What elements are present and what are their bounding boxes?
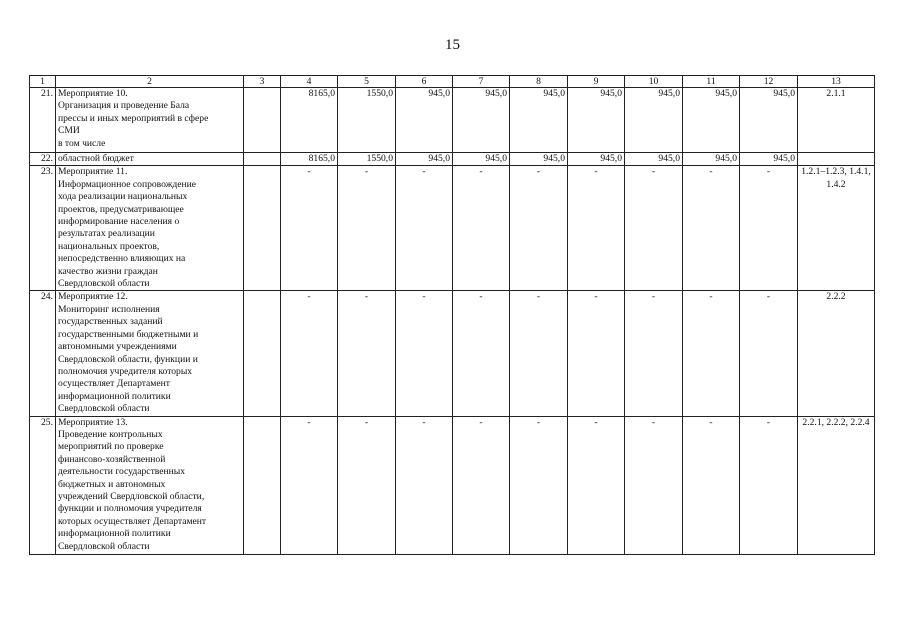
- column-header: 7: [453, 76, 510, 88]
- description-line: Информационное сопровождение: [58, 178, 196, 190]
- year-value-cell: 945,0: [396, 88, 453, 153]
- program-table: [29, 75, 875, 555]
- column-header: 11: [683, 76, 740, 88]
- source-cell: [244, 88, 281, 153]
- year-value-cell: 945,0: [510, 88, 568, 153]
- year-value-cell: -: [568, 416, 625, 554]
- column-header: 10: [625, 76, 683, 88]
- column-header: 4: [281, 76, 338, 88]
- row-number: 25.: [30, 416, 56, 554]
- year-value-cell: -: [281, 291, 338, 416]
- description-line: информационной политики: [58, 528, 171, 540]
- description-line: деятельности государственных: [58, 466, 186, 478]
- column-header: 9: [568, 76, 625, 88]
- description-line: Свердловской области: [58, 540, 150, 552]
- year-value-cell: 1550,0: [338, 88, 396, 153]
- source-cell: [244, 166, 281, 291]
- year-value-cell: -: [338, 416, 396, 554]
- description-line: Проведение контрольных: [58, 428, 163, 440]
- column-header: 2: [56, 76, 244, 88]
- description-line: прессы и иных мероприятий в сфере: [58, 112, 209, 124]
- year-value-cell: -: [453, 291, 510, 416]
- year-value-cell: -: [683, 291, 740, 416]
- description-line: областной бюджет: [58, 153, 134, 164]
- year-value-cell: -: [396, 166, 453, 291]
- column-header: 12: [740, 76, 798, 88]
- year-value-cell: -: [625, 416, 683, 554]
- description-line: качество жизни граждан: [58, 265, 158, 277]
- year-value-cell: -: [338, 291, 396, 416]
- year-value-cell: -: [281, 416, 338, 554]
- column-header: 6: [396, 76, 453, 88]
- year-value-cell: -: [740, 416, 798, 554]
- description-line: учреждений Свердловской области,: [58, 490, 205, 502]
- year-value-cell: 945,0: [396, 153, 453, 166]
- year-value-cell: -: [338, 166, 396, 291]
- description-line: государственными бюджетными и: [58, 328, 199, 340]
- column-header: 8: [510, 76, 568, 88]
- description-line: бюджетных и автономных: [58, 478, 166, 490]
- description-line: полномочия учредителя которых: [58, 365, 193, 377]
- year-value-cell: 945,0: [740, 153, 798, 166]
- year-value-cell: 945,0: [683, 153, 740, 166]
- description-line: в том числе: [58, 137, 106, 149]
- description-line: функции и полномочия учредителя: [58, 503, 202, 515]
- description-line: хода реализации национальных: [58, 191, 188, 203]
- year-value-cell: -: [510, 416, 568, 554]
- year-value-cell: 8165,0: [281, 153, 338, 166]
- source-cell: [244, 416, 281, 554]
- column-header: 5: [338, 76, 396, 88]
- description-line: Мероприятие 11.: [58, 166, 128, 178]
- description-line: Мероприятие 10.: [58, 88, 128, 99]
- year-value-cell: 945,0: [625, 88, 683, 153]
- year-value-cell: -: [510, 166, 568, 291]
- target-indicator-cell: 2.2.1, 2.2.2, 2.2.4: [798, 416, 875, 554]
- year-value-cell: -: [396, 291, 453, 416]
- year-value-cell: 8165,0: [281, 88, 338, 153]
- year-value-cell: -: [683, 416, 740, 554]
- table-row: [30, 88, 875, 153]
- target-indicator-cell: 2.1.1: [798, 88, 875, 153]
- year-value-cell: -: [683, 166, 740, 291]
- year-value-cell: 945,0: [625, 153, 683, 166]
- description-line: непосредственно влияющих на: [58, 253, 186, 265]
- year-value-cell: -: [453, 416, 510, 554]
- row-description: [56, 88, 244, 153]
- source-cell: [244, 153, 281, 166]
- year-value-cell: 1550,0: [338, 153, 396, 166]
- description-line: Мероприятие 12.: [58, 291, 128, 303]
- row-description: [56, 166, 244, 291]
- description-line: СМИ: [58, 125, 80, 137]
- source-cell: [244, 291, 281, 416]
- row-number: 23.: [30, 166, 56, 291]
- year-value-cell: -: [453, 166, 510, 291]
- year-value-cell: 945,0: [683, 88, 740, 153]
- year-value-cell: -: [568, 291, 625, 416]
- description-line: проектов, предусматривающее: [58, 203, 184, 215]
- year-value-cell: -: [625, 291, 683, 416]
- description-line: Свердловской области: [58, 278, 150, 290]
- description-line: финансово-хозяйственной: [58, 453, 166, 465]
- year-value-cell: -: [625, 166, 683, 291]
- table-row: [30, 153, 875, 166]
- column-header: 13: [798, 76, 875, 88]
- description-line: Мониторинг исполнения: [58, 303, 160, 315]
- year-value-cell: 945,0: [453, 88, 510, 153]
- target-indicator-cell: 1.2.1–1.2.3, 1.4.1, 1.4.2: [798, 166, 875, 291]
- table-header-row: [30, 76, 875, 88]
- target-indicator-cell: 2.2.2: [798, 291, 875, 416]
- year-value-cell: 945,0: [568, 153, 625, 166]
- year-value-cell: -: [396, 416, 453, 554]
- table-row: [30, 291, 875, 416]
- target-indicator-cell: [798, 153, 875, 166]
- description-line: автономными учреждениями: [58, 341, 177, 353]
- description-line: Свердловской области, функции и: [58, 353, 198, 365]
- year-value-cell: -: [740, 166, 798, 291]
- row-description: [56, 416, 244, 554]
- description-line: результатах реализации: [58, 228, 155, 240]
- description-line: информирование населения о: [58, 216, 180, 228]
- table-row: [30, 166, 875, 291]
- page-number: 15: [445, 37, 460, 53]
- description-line: осуществляет Департамент: [58, 378, 170, 390]
- year-value-cell: 945,0: [568, 88, 625, 153]
- description-line: Свердловской области: [58, 403, 150, 415]
- description-line: Мероприятие 13.: [58, 416, 128, 428]
- year-value-cell: -: [568, 166, 625, 291]
- year-value-cell: -: [510, 291, 568, 416]
- row-number: 21.: [30, 88, 56, 153]
- year-value-cell: 945,0: [510, 153, 568, 166]
- row-number: 22.: [30, 153, 56, 166]
- year-value-cell: -: [281, 166, 338, 291]
- table-row: [30, 416, 875, 554]
- description-line: информационной политики: [58, 390, 171, 402]
- year-value-cell: -: [740, 291, 798, 416]
- description-line: мероприятий по проверке: [58, 441, 164, 453]
- description-line: Организация и проведение Бала: [58, 100, 190, 112]
- description-line: которых осуществляет Департамент: [58, 515, 207, 527]
- description-line: государственных заданий: [58, 316, 163, 328]
- row-description: [56, 153, 244, 166]
- column-header: 1: [30, 76, 56, 88]
- year-value-cell: 945,0: [453, 153, 510, 166]
- column-header: 3: [244, 76, 281, 88]
- row-number: 24.: [30, 291, 56, 416]
- year-value-cell: 945,0: [740, 88, 798, 153]
- description-line: национальных проектов,: [58, 240, 160, 252]
- row-description: [56, 291, 244, 416]
